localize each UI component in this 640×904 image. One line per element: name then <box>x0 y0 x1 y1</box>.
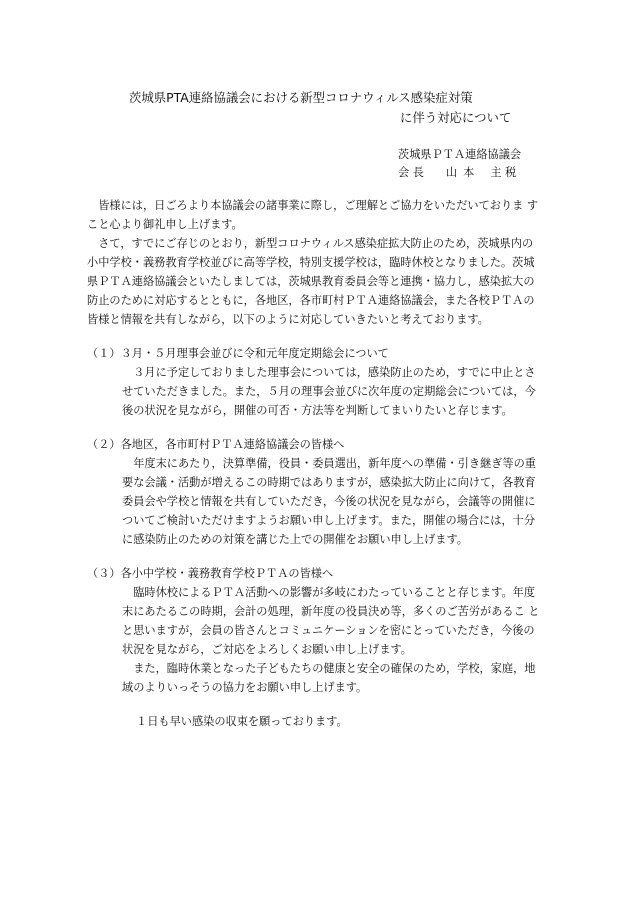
section-1-line: ３月に予定しておりました理事会については，感染防止のため，すでに中止とさ <box>122 366 536 379</box>
section-1-heading: （１）３月・５月理事会並びに令和元年度定期総会について <box>87 347 389 360</box>
section-2-line: 要な会議・活動が増えるこの時期ではありますが，感染拡大防止に向けて，各教育 <box>122 476 536 489</box>
section-2-line: 年度末にあたり，決算準備，役員・委員選出，新年度への準備・引き継ぎ等の重 <box>122 457 536 470</box>
author-name: 山本 <box>445 166 481 179</box>
section-2-line: ついてご検討いただけますようお願い申し上げます。また，開催の場合には，十分 <box>122 514 536 527</box>
intro-line: 県ＰＴＡ連絡協議会といたしましては，茨城県教育委員会等と連携・協力し，感染拡大の <box>87 275 535 288</box>
document-title-line-1: 茨城県PTA連絡協議会における新型コロナウィルス感染症対策 <box>129 90 473 105</box>
section-3-line: と思いますが，会員の皆さんとコミュニケーションを密にとっていただき，今後の <box>122 624 535 637</box>
author-line <box>398 166 516 180</box>
intro-line: こと心より御礼申し上げます。 <box>87 218 243 231</box>
organization-name: 茨城県ＰＴＡ連絡協議会 <box>398 148 522 161</box>
section-1-line: 後の状況を見ながら，開催の可否・方法等を判断してまいりたいと存じます。 <box>122 404 513 417</box>
intro-line: 防止のために対応するとともに，各地区，各市町村ＰＴＡ連絡協議会，また各校ＰＴＡの <box>87 294 535 307</box>
intro-line: 皆様と情報を共有しながら，以下のように対応していきたいと考えております。 <box>87 313 489 326</box>
section-3-heading: （３）各小中学校・義務教育学校ＰＴＡの皆様へ <box>87 567 334 580</box>
section-3-line: 臨時休校によるＰＴＡ活動への影響が多岐にわたっていることと存じます。年度 <box>122 586 536 599</box>
closing-line: １日も早い感染の収束を願っております。 <box>136 715 348 728</box>
intro-line: 小中学校・義務教育学校並びに高等学校，特別支援学校は，臨時休校となりました。茨城 <box>87 256 535 269</box>
section-3-line: 状況を見ながら，ご対応をよろしくお願い申し上げます。 <box>122 643 412 656</box>
section-1-line: せていただきました。また，５月の理事会並びに次年度の定期総会については，今 <box>122 385 536 398</box>
section-2-heading: （２）各地区，各市町村ＰＴＡ連絡協議会の皆様へ <box>87 438 345 451</box>
intro-line: さて，すでにご存じのとおり，新型コロナウィルス感染症拡大防止のため，茨城県内の <box>87 237 534 250</box>
section-2-line: 委員会や学校と情報を共有していただき，今後の状況を見ながら，会議等の開催に <box>122 495 536 508</box>
document-title-line-2: に伴う対応について <box>400 110 512 125</box>
section-2-line: に感染防止のための対策を講じた上での開催をお願い申し上げます。 <box>122 533 468 546</box>
author-given-name: 主 税 <box>490 166 517 179</box>
author-title: 会 長 <box>398 166 424 179</box>
section-3-line: 末にあたるこの時期，会計の処理，新年度の役員決め等，多くのご苦労があるこ と <box>122 605 540 618</box>
intro-line: 皆様には，日ごろより本協議会の諸事業に際し，ご理解とご協力をいただいておりま す <box>87 199 539 212</box>
section-3-line: また，臨時休業となった子どもたちの健康と安全の確保のため，学校，家庭，地 <box>122 662 536 675</box>
section-3-line: 域のよりいっそうの協力をお願い申し上げます。 <box>122 681 368 694</box>
